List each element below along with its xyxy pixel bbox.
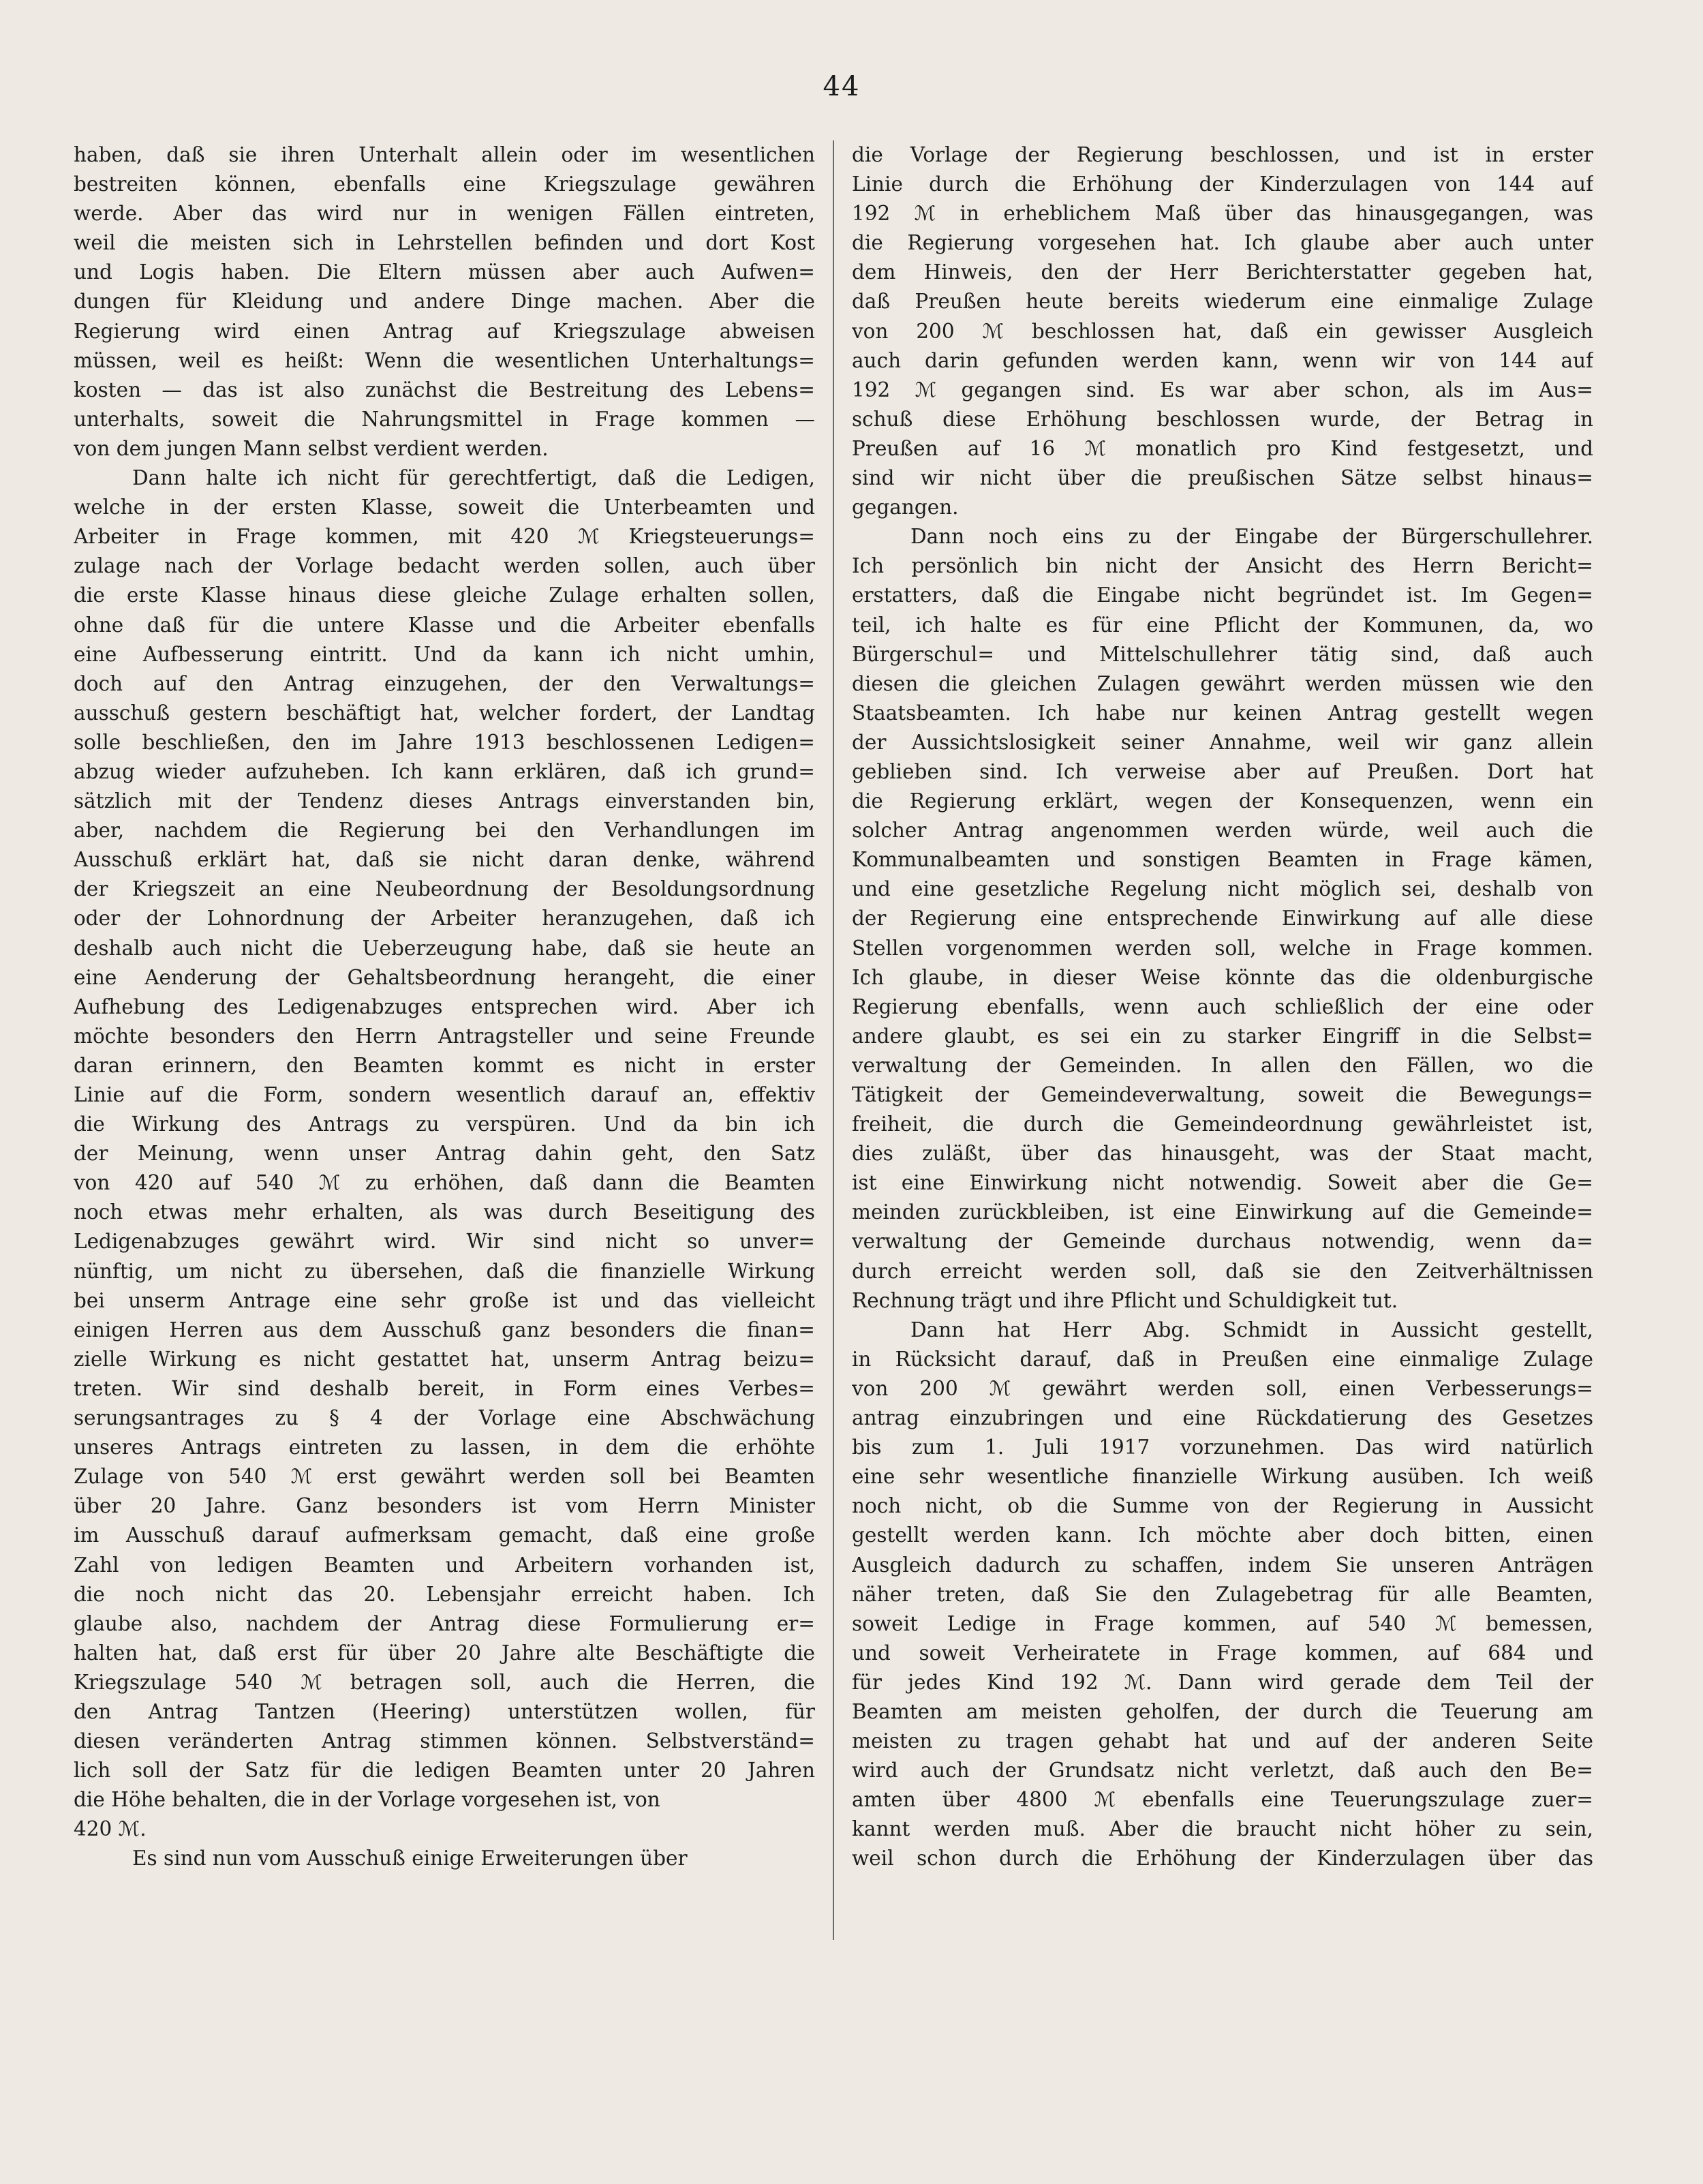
text-line: die noch nicht das 20. Lebensjahr erreicht haben. Ich (74, 1582, 815, 1606)
text-line: die Wirkung des Antrags zu verspüren. Und da bin ich (74, 1112, 815, 1136)
text-line: Stellen vorgenommen werden soll, welche in Frage kommen. (852, 936, 1593, 960)
text-line: glaube also, nachdem der Antrag diese Formulierung er= (74, 1611, 815, 1635)
text-line: freiheit, die durch die Gemeindeordnung gewährleistet ist, (852, 1112, 1593, 1136)
text-line: kannt werden muß. Aber die braucht nicht höher zu sein, (852, 1817, 1593, 1841)
text-line: der Regierung eine entsprechende Einwirkung auf alle diese (852, 907, 1593, 930)
text-line: von dem jungen Mann selbst verdient werden. (74, 436, 549, 460)
page-number: 44 (823, 71, 861, 102)
text-line: diesen veränderten Antrag stimmen können. Selbstverständ= (74, 1729, 815, 1753)
text-line: Ausschuß erklärt hat, daß sie nicht daran denke, während (74, 848, 815, 872)
text-line: halten hat, daß erst für über 20 Jahre alte Beschäftigte die (74, 1641, 815, 1665)
text-line: weil die meisten sich in Lehrstellen befinden und dort Kost (74, 231, 815, 255)
text-line: erstatters, daß die Eingabe nicht begründet ist. Im Gegen= (852, 583, 1593, 607)
text-line: Dann hat Herr Abg. Schmidt in Aussicht gestellt, (910, 1318, 1593, 1341)
text-line: 192 ℳ gegangen sind. Es war aber schon, als im Aus= (852, 378, 1593, 401)
text-line: von 200 ℳ gewährt werden soll, einen Verbesserungs= (852, 1376, 1593, 1400)
text-line: Zulage von 540 ℳ erst gewährt werden soll bei Beamten (74, 1465, 815, 1489)
text-line: daß Preußen heute bereits wiederum eine einmalige Zulage (852, 290, 1593, 314)
text-line: die Vorlage der Regierung beschlossen, und ist in erster (852, 143, 1593, 166)
text-line: noch etwas mehr erhalten, als was durch Beseitigung des (74, 1200, 815, 1224)
text-line: ausschuß gestern beschäftigt hat, welcher fordert, der Landtag (74, 701, 815, 725)
text-line: aber, nachdem die Regierung bei den Verhandlungen im (74, 819, 815, 843)
text-line: unseres Antrags eintreten zu lassen, in dem die erhöhte (74, 1436, 815, 1459)
text-line: teil, ich halte es für eine Pflicht der Kommunen, da, wo (852, 613, 1593, 637)
text-line: serungsantrages zu § 4 der Vorlage eine Abschwächung (74, 1406, 815, 1430)
text-line: verwaltung der Gemeinde durchaus notwendig, wenn da= (852, 1230, 1593, 1254)
text-line: müssen, weil es heißt: Wenn die wesentlichen Unterhaltungs= (74, 348, 815, 372)
text-line: haben, daß sie ihren Unterhalt allein oder im wesentlichen (74, 143, 815, 166)
text-line: im Ausschuß darauf aufmerksam gemacht, daß eine große (74, 1523, 815, 1547)
text-line: den Antrag Tantzen (Heering) unterstützen wollen, für (74, 1699, 815, 1723)
text-line: und eine gesetzliche Regelung nicht möglich sei, deshalb von (852, 877, 1593, 901)
text-line: Arbeiter in Frage kommen, mit 420 ℳ Kriegsteuerungs= (74, 525, 815, 549)
text-line: dies zuläßt, über das hinausgeht, was der Staat macht, (852, 1142, 1593, 1166)
text-line: Rechnung trägt und ihre Pflicht und Schuldigkeit tut. (852, 1288, 1398, 1312)
text-line: Zahl von ledigen Beamten und Arbeitern vorhanden ist, (74, 1553, 815, 1577)
text-line: Dann noch eins zu der Eingabe der Bürgerschullehrer. (910, 525, 1593, 549)
text-line: Regierung wird einen Antrag auf Kriegszulage abweisen (74, 319, 815, 343)
text-line: abzug wieder aufzuheben. Ich kann erklären, daß ich grund= (74, 759, 815, 783)
text-line: Beamten am meisten geholfen, der durch die Teuerung am (852, 1699, 1593, 1723)
text-line: bis zum 1. Juli 1917 vorzunehmen. Das wird natürlich (852, 1436, 1593, 1459)
text-line: Kriegszulage 540 ℳ betragen soll, auch die Herren, die (74, 1670, 815, 1694)
text-line: die Höhe behalten, die in der Vorlage vorgesehen ist, von (74, 1788, 660, 1812)
text-line: geblieben sind. Ich verweise aber auf Preußen. Dort hat (852, 759, 1593, 783)
text-line: diesen die gleichen Zulagen gewährt werden müssen wie den (852, 671, 1593, 695)
text-line: daran erinnern, den Beamten kommt es nicht in erster (74, 1053, 815, 1077)
text-line: der Kriegszeit an eine Neubeordnung der Besoldungsordnung (74, 877, 815, 901)
text-line: amten über 4800 ℳ ebenfalls eine Teuerungszulage zuer= (852, 1788, 1593, 1812)
text-line: die erste Klasse hinaus diese gleiche Zulage erhalten sollen, (74, 583, 815, 607)
text-line: Linie durch die Erhöhung der Kinderzulagen von 144 auf (852, 172, 1593, 196)
text-line: Staatsbeamten. Ich habe nur keinen Antrag gestellt wegen (852, 701, 1593, 725)
text-line: Preußen auf 16 ℳ monatlich pro Kind festgesetzt, und (852, 436, 1593, 460)
text-line: Es sind nun vom Ausschuß einige Erweiterungen über (132, 1847, 688, 1870)
text-line: und soweit Verheiratete in Frage kommen, auf 684 und (852, 1641, 1593, 1665)
text-line: von 420 auf 540 ℳ zu erhöhen, daß dann die Beamten (74, 1171, 815, 1195)
text-line: sind wir nicht über die preußischen Sätze selbst hinaus= (852, 466, 1593, 490)
text-line: verwaltung der Gemeinden. In allen den Fällen, wo die (852, 1053, 1593, 1077)
text-line: die Regierung vorgesehen hat. Ich glaube aber auch unter (852, 231, 1593, 255)
text-line: treten. Wir sind deshalb bereit, in Form eines Verbes= (74, 1376, 815, 1400)
text-line: 192 ℳ in erheblichem Maß über das hinausgegangen, was (852, 202, 1593, 226)
text-line: der Aussichtslosigkeit seiner Annahme, weil wir ganz allein (852, 730, 1593, 754)
text-line: durch erreicht werden soll, daß sie den Zeitverhältnissen (852, 1259, 1593, 1283)
text-line: Linie auf die Form, sondern wesentlich darauf an, effektiv (74, 1083, 815, 1106)
text-line: und Logis haben. Die Eltern müssen aber auch Aufwen= (74, 260, 815, 284)
text-line: über 20 Jahre. Ganz besonders ist vom Herrn Minister (74, 1494, 815, 1518)
text-line: dungen für Kleidung und andere Dinge machen. Aber die (74, 290, 815, 314)
text-line: noch nicht, ob die Summe von der Regierung in Aussicht (852, 1494, 1593, 1518)
text-line: lich soll der Satz für die ledigen Beamten unter 20 Jahren (74, 1759, 815, 1783)
text-line: Ich persönlich bin nicht der Ansicht des Herrn Bericht= (852, 554, 1593, 578)
text-line: Kommunalbeamten und sonstigen Beamten in Frage kämen, (852, 848, 1593, 872)
text-line: nünftig, um nicht zu übersehen, daß die finanzielle Wirkung (74, 1259, 815, 1283)
text-line: Ledigenabzuges gewährt wird. Wir sind nicht so unver= (74, 1230, 815, 1254)
text-line: solcher Antrag angenommen werden würde, weil auch die (852, 819, 1593, 843)
text-line: unterhalts, soweit die Nahrungsmittel in Frage kommen — (74, 407, 815, 431)
text-line: von 200 ℳ beschlossen hat, daß ein gewisser Ausgleich (852, 319, 1593, 343)
text-line: Bürgerschul= und Mittelschullehrer tätig sind, daß auch (852, 642, 1593, 666)
text-line: möchte besonders den Herrn Antragsteller und seine Freunde (74, 1024, 815, 1048)
text-line: meisten zu tragen gehabt hat und auf der anderen Seite (852, 1729, 1593, 1753)
text-line: ohne daß für die untere Klasse und die Arbeiter ebenfalls (74, 613, 815, 637)
text-line: andere glaubt, es sei ein zu starker Eingriff in die Selbst= (852, 1024, 1593, 1048)
text-line: für jedes Kind 192 ℳ. Dann wird gerade dem Teil der (852, 1670, 1593, 1694)
text-line: sätzlich mit der Tendenz dieses Antrags einverstanden bin, (74, 789, 815, 813)
text-line: Regierung ebenfalls, wenn auch schließlich der eine oder (852, 995, 1593, 1018)
text-line: eine Aufbesserung eintritt. Und da kann ich nicht umhin, (74, 642, 815, 666)
text-line: gestellt werden kann. Ich möchte aber doch bitten, einen (852, 1523, 1593, 1547)
text-line: zulage nach der Vorlage bedacht werden sollen, auch über (74, 554, 815, 578)
text-line: welche in der ersten Klasse, soweit die Unterbeamten und (74, 496, 815, 519)
text-line: doch auf den Antrag einzugehen, der den Verwaltungs= (74, 671, 815, 695)
text-line: weil schon durch die Erhöhung der Kinderzulagen über das (852, 1847, 1593, 1870)
text-line: soweit Ledige in Frage kommen, auf 540 ℳ bemessen, (852, 1611, 1593, 1635)
text-line: der Meinung, wenn unser Antrag dahin geht, den Satz (74, 1142, 815, 1166)
text-line: Dann halte ich nicht für gerechtfertigt, daß die Ledigen, (132, 466, 815, 490)
text-line: werde. Aber das wird nur in wenigen Fällen eintreten, (74, 202, 815, 226)
text-line: dem Hinweis, den der Herr Berichterstatter gegeben hat, (852, 260, 1593, 284)
left-text-column (74, 140, 815, 1954)
text-line: Ausgleich dadurch zu schaffen, indem Sie unseren Anträgen (852, 1553, 1593, 1577)
text-line: eine Aenderung der Gehaltsbeordnung herangeht, die einer (74, 965, 815, 989)
text-line: näher treten, daß Sie den Zulagebetrag für alle Beamten, (852, 1582, 1593, 1606)
text-line: meinden zurückbleiben, ist eine Einwirkung auf die Gemeinde= (852, 1200, 1593, 1224)
text-line: Ich glaube, in dieser Weise könnte das die oldenburgische (852, 965, 1593, 989)
text-line: oder der Lohnordnung der Arbeiter heranzugehen, daß ich (74, 907, 815, 930)
text-line: Aufhebung des Ledigenabzuges entsprechen wird. Aber ich (74, 995, 815, 1018)
text-line: gegangen. (852, 496, 959, 519)
text-line: kosten — das ist also zunächst die Bestreitung des Lebens= (74, 378, 815, 401)
text-line: schuß diese Erhöhung beschlossen wurde, der Betrag in (852, 407, 1593, 431)
text-line: in Rücksicht darauf, daß in Preußen eine einmalige Zulage (852, 1347, 1593, 1371)
text-line: zielle Wirkung es nicht gestattet hat, unserm Antrag beizu= (74, 1347, 815, 1371)
text-line: ist eine Einwirkung nicht notwendig. Soweit aber die Ge= (852, 1171, 1593, 1195)
column-divider (833, 140, 834, 1940)
text-line: antrag einzubringen und eine Rückdatierung des Gesetzes (852, 1406, 1593, 1430)
text-line: wird auch der Grundsatz nicht verletzt, daß auch den Be= (852, 1759, 1593, 1783)
text-line: deshalb auch nicht die Ueberzeugung habe, daß sie heute an (74, 936, 815, 960)
text-line: eine sehr wesentliche finanzielle Wirkung ausüben. Ich weiß (852, 1465, 1593, 1489)
text-line: die Regierung erklärt, wegen der Konsequenzen, wenn ein (852, 789, 1593, 813)
text-line: bestreiten können, ebenfalls eine Kriegszulage gewähren (74, 172, 815, 196)
text-line: Tätigkeit der Gemeindeverwaltung, soweit die Bewegungs= (852, 1083, 1593, 1106)
text-line: solle beschließen, den im Jahre 1913 beschlossenen Ledigen= (74, 730, 815, 754)
right-text-column (852, 140, 1593, 1954)
text-line: bei unserm Antrage eine sehr große ist und das vielleicht (74, 1288, 815, 1312)
text-line: auch darin gefunden werden kann, wenn wir von 144 auf (852, 348, 1593, 372)
text-line: einigen Herren aus dem Ausschuß ganz besonders die finan= (74, 1318, 815, 1341)
text-line: 420 ℳ. (74, 1817, 147, 1841)
